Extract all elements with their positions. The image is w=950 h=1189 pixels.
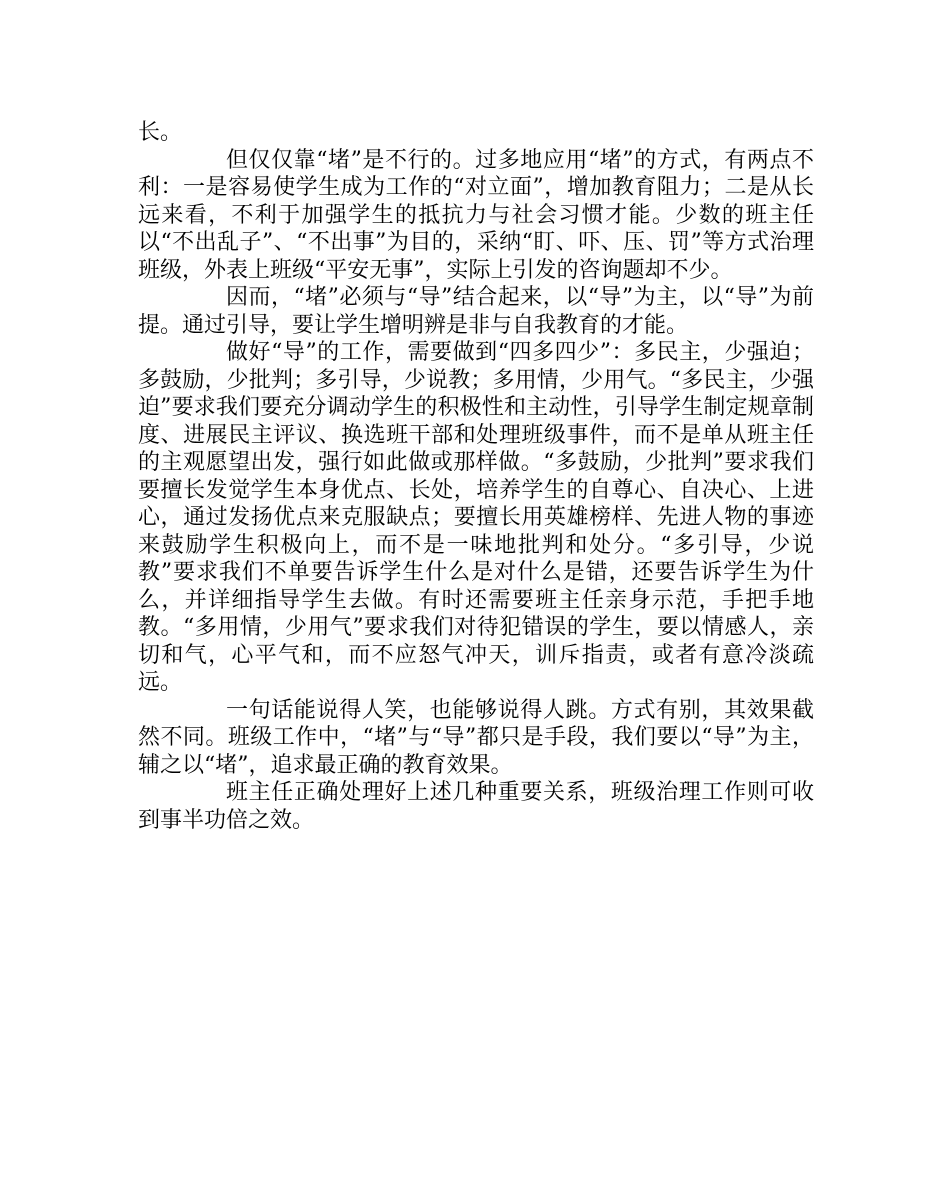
paragraph: 做好“导”的工作，需要做到“四多四少”：多民主，少强迫；多鼓励，少批判；多引导，少说教；多用情，少用气。“多民主，少强迫”要求我们要充分调动学生的积极性和主动性，引导学生制定规章制度、进展民主评议、换选班干部和处理班级事件，而不是单从班主任的主观愿望出发，强行如此做或那样做。“多鼓励，少批判”要求我们要擅长发觉学生本身优点、长处，培养学生的自尊心、自决心、上进心，通过发扬优点来克服缺点；要擅长用英雄榜样、先进人物的事迹来鼓励学生积极向上，而不是一味地批判和处分。“多引导，少说教”要求我们不单要告诉学生什么是对什么是错，还要告诉学生为什么，并详细指导学生去做。有时还需要班主任亲身示范，手把手地教。“多用情，少用气”要求我们对待犯错误的学生，要以情感人，亲切和气，心平气和，而不应怒气冲天，训斥指责，或者有意冷淡疏远。 (138, 340, 814, 695)
paragraph: 班主任正确处理好上述几种重要关系，班级治理工作则可收到事半功倍之效。 (138, 780, 814, 833)
paragraph: 一句话能说得人笑，也能够说得人跳。方式有别，其效果截然不同。班级工作中，“堵”与“导”都只是手段，我们要以“导”为主，辅之以“堵”，追求最正确的教育效果。 (138, 697, 814, 778)
paragraph: 因而，“堵”必须与“导”结合起来，以“导”为主，以“导”为前提。通过引导，要让学生增明辨是非与自我教育的才能。 (138, 285, 814, 338)
document-body (138, 119, 814, 834)
paragraph-continuation: 长。 (138, 120, 183, 145)
paragraph: 但仅仅靠“堵”是不行的。过多地应用“堵”的方式，有两点不利：一是容易使学生成为工作的“对立面”，增加教育阻力；二是从长远来看，不利于加强学生的抵抗力与社会习惯才能。少数的班主任以“不出乱子”、“不出事”为目的，采纳“盯、吓、压、罚”等方式治理班级，外表上班级“平安无事”，实际上引发的咨询题却不少。 (138, 147, 814, 283)
